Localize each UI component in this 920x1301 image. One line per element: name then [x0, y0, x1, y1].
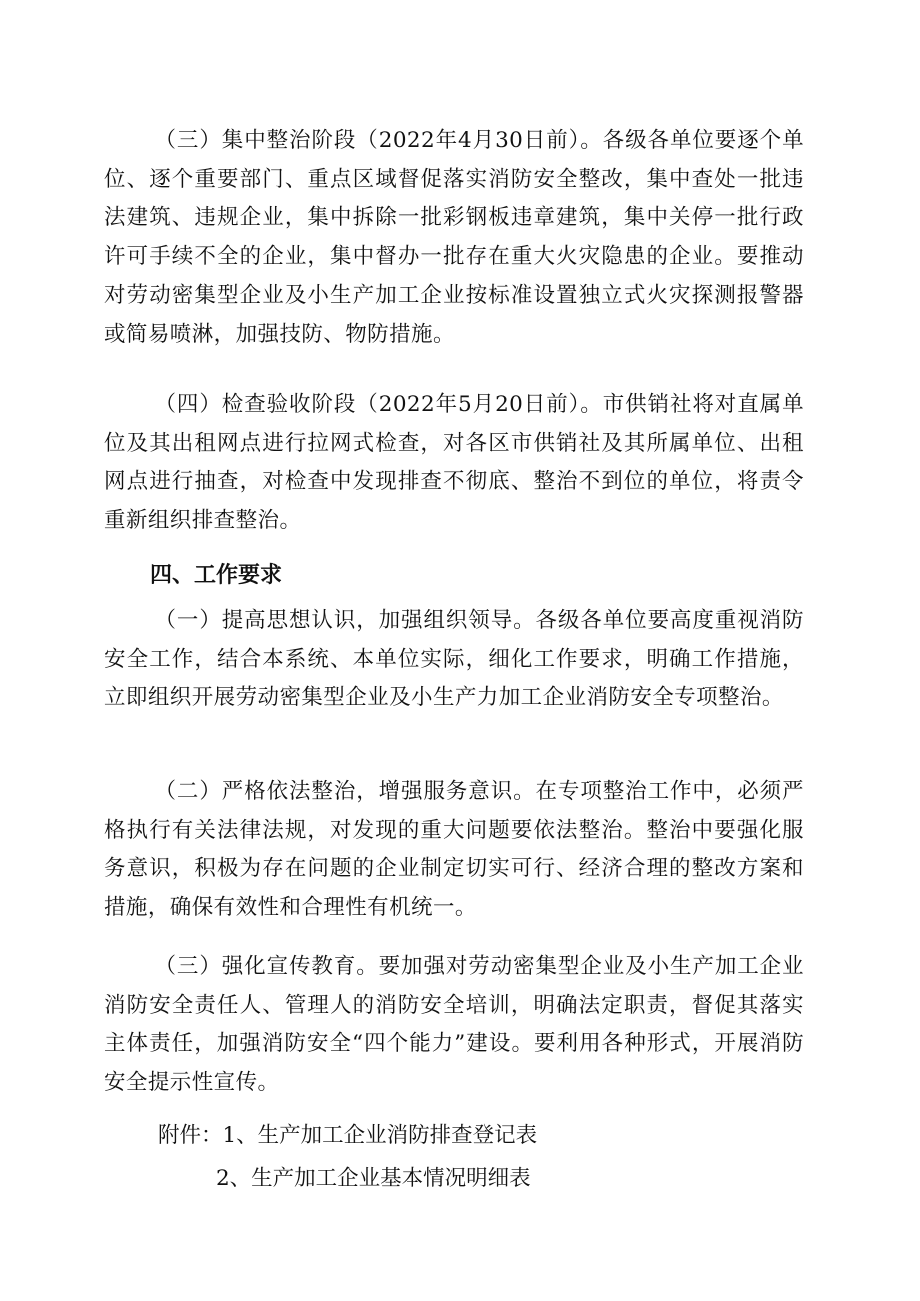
- attachment-item-2: 2、生产加工企业基本情况明细表: [216, 1166, 531, 1191]
- paragraph-stage-4: （四）检查验收阶段（2022年5月20日前）。市供销社将对直属单位及其出租网点进行拉网式检查，对各区市供销社及其所属单位、出租网点进行抽查，对检查中发现排查不彻底、整治不到位的单位，将责令重新组织排查整治。: [104, 392, 804, 534]
- paragraph-requirement-2: （二）严格依法整治，增强服务意识。在专项整治工作中，必须严格执行有关法律法规，对发现的重大问题要依法整治。整治中要强化服务意识，积极为存在问题的企业制定切实可行、经济合理的整改方案和措施，确保有效性和合理性有机统一。: [104, 779, 804, 921]
- section-heading-work-requirements: 四、工作要求: [150, 563, 283, 588]
- paragraph-stage-3: （三）集中整治阶段（2022年4月30日前）。各级各单位要逐个单位、逐个重要部门、重点区域督促落实消防安全整改，集中查处一批违法建筑、违规企业，集中拆除一批彩钢板违章建筑，集中关停一批行政许可手续不全的企业，集中督办一批存在重大火灾隐患的企业。要推动对劳动密集型企业及小生产加工企业按标准设置独立式火灾探测报警器或简易喷淋，加强技防、物防措施。: [104, 128, 804, 347]
- paragraph-requirement-1: （一）提高思想认识，加强组织领导。各级各单位要高度重视消防安全工作，结合本系统、本单位实际，细化工作要求，明确工作措施，立即组织开展劳动密集型企业及小生产力加工企业消防安全专项整治。: [104, 608, 804, 711]
- attachment-item-1: 附件：1、生产加工企业消防排查登记表: [158, 1123, 538, 1148]
- paragraph-requirement-3: （三）强化宣传教育。要加强对劳动密集型企业及小生产加工企业消防安全责任人、管理人的消防安全培训，明确法定职责，督促其落实主体责任，加强消防安全“四个能力”建设。要利用各种形式，开展消防安全提示性宣传。: [104, 954, 804, 1096]
